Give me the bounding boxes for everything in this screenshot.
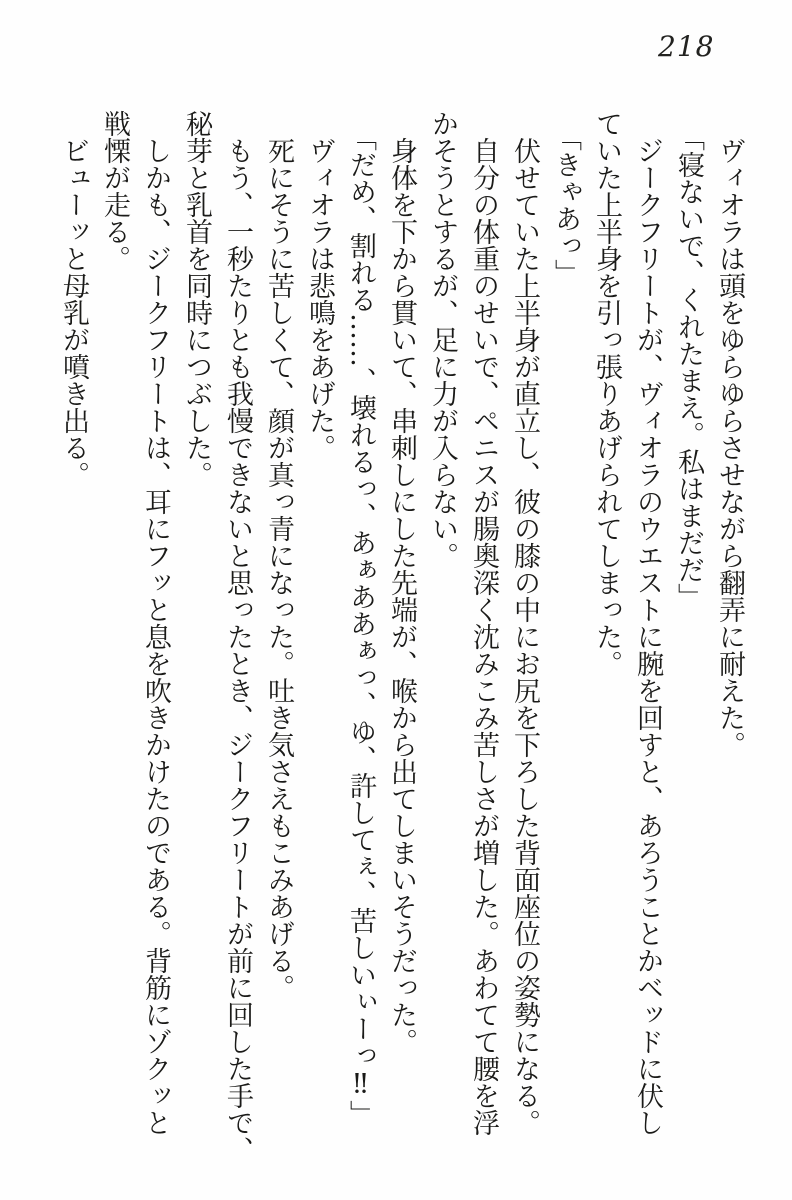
text-line: 「だめ、割れる……、壊れるっ、あぁああぁっ、ゆ、許してぇ、苦しいぃーっ‼」 (345, 123, 376, 1127)
page-number: 218 (658, 30, 715, 63)
text-line: ヴィオラは頭をゆらゆらさせながら翻弄に耐えた。 (714, 137, 745, 758)
text-line: 「寝ないで、くれたまえ。私はまだだ」 (673, 123, 704, 610)
text-line: しかも、ジークフリートは、耳にフッと息を吹きかけたのである。背筋にゾクッと (140, 137, 171, 1136)
text-line: ビューッと母乳が噴き出る。 (58, 137, 89, 488)
text-line: 伏せていた上半身が直立し、彼の膝の中にお尻を下ろした背面座位の姿勢になる。 (509, 137, 540, 1136)
text-line: 秘芽と乳首を同時につぶした。 (181, 110, 212, 488)
text-line: かそうとするが、足に力が入らない。 (427, 110, 458, 569)
text-line: ていた上半身を引っ張りあげられてしまった。 (591, 110, 622, 677)
text-line: ヴィオラは悲鳴をあげた。 (304, 137, 335, 461)
text-line: 死にそうに苦しくて、顔が真っ青になった。吐き気さえもこみあげる。 (263, 137, 294, 1001)
text-line: 身体を下から貫いて、串刺しにした先端が、喉から出てしまいそうだった。 (386, 137, 417, 1055)
text-line: 戦慄が走る。 (99, 110, 130, 272)
text-line: ジークフリートが、ヴィオラのウエストに腕を回すと、あろうことかベッドに伏し (632, 137, 663, 1136)
text-line: もう、一秒たりとも我慢できないと思ったとき、ジークフリートが前に回した手で、 (222, 137, 253, 1163)
text-block (40, 110, 750, 1172)
text-line: 「きゃあっ」 (550, 123, 581, 286)
text-line: 自分の体重のせいで、ペニスが腸奥深く沈みこみ苦しさが増した。あわてて腰を浮 (468, 137, 499, 1136)
